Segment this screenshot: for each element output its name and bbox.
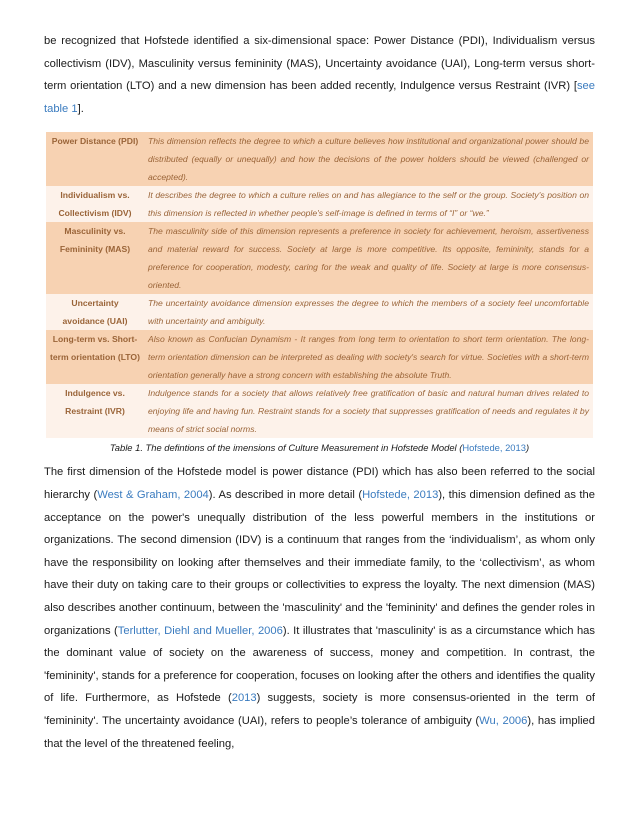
dimension-name: Long-term vs. Short-term orientation (LTO) — [46, 330, 144, 384]
table-row — [46, 384, 593, 438]
document-page — [44, 30, 595, 755]
caption-citation-link[interactable]: Hofstede, 2013 — [462, 442, 526, 454]
dimension-description: Also known as Confucian Dynamism - It ranges from long term to orientation to short term orientation. The long-term orientation dimension can be interpreted as dealing with society's search for virtue. Societies with a short-term orientation generally have a strong concern with establishing the absolute Truth. — [144, 330, 593, 384]
dimension-name: Individualism vs. Collectivism (IDV) — [46, 186, 144, 222]
table-caption: Table 1. The defintions of the imensions of Culture Measurement in Hofstede Model (Hofstede, 2013) — [109, 442, 530, 454]
table-row — [46, 330, 593, 384]
citation-link[interactable]: 2013 — [231, 692, 257, 705]
dimension-name: Masculinity vs. Femininity (MAS) — [46, 222, 144, 294]
dimension-description: The uncertainty avoidance dimension expresses the degree to which the members of a society feel uncomfortable with uncertainty and ambiguity. — [144, 294, 593, 330]
table-row — [46, 294, 593, 330]
table-row — [46, 222, 593, 294]
citation-link[interactable]: West & Graham, 2004 — [97, 488, 209, 501]
body-paragraph: The first dimension of the Hofstede model is power distance (PDI) which has also been referred to the social hierarchy (West & Graham, 2004). As described in more detail (Hofstede, 2013), this dimension defined as the acceptance on the power's unequally distribution of the less powerful members in the institutions or organizations. The second dimension (IDV) is a continuum that ranges from the ‘individualism’, as whom only have the responsibility on looking after themselves and their immediate family, to the ‘collectivism’, as whom have their duty on taking care to their groups or collectivities to express the loyalty. The next dimension (MAS) also describes another continuum, between the 'masculinity' and the 'femininity' and defines the gender roles in organizations (Terlutter, Diehl and Mueller, 2006). It illustrates that 'masculinity' is as a circumstance which has the dominant value of society on the awareness of success, money and competition. In contrast, the 'femininity', stands for a preference for cooperation, focuses on looking after the others and identifies the quality of life. Furthermore, as Hofstede (2013) suggests, society is more consensus-oriented in the term of 'femininity'. The uncertainty avoidance (UAI), refers to people’s tolerance of ambiguity (Wu, 2006), has implied that the level of the threatened feeling, — [44, 466, 596, 750]
dimension-description: This dimension reflects the degree to which a culture believes how institutional and organizational power should be distributed (equally or unequally) and how the decisions of the power holders should be viewed (challenged or accepted). — [144, 132, 593, 186]
dimension-name: Power Distance (PDI) — [46, 132, 144, 186]
hofstede-dimensions-table — [46, 132, 593, 438]
dimension-description: It describes the degree to which a culture relies on and has allegiance to the self or the group. Society's position on this dimension is reflected in whether people's self-image is defined in terms of “I” or “we.” — [144, 186, 593, 222]
citation-link[interactable]: Hofstede, 2013 — [362, 488, 439, 501]
table-reference-link[interactable]: see table 1 — [44, 80, 595, 115]
dimension-name: Indulgence vs. Restraint (IVR) — [46, 384, 144, 438]
table-row — [46, 132, 593, 186]
table-row — [46, 186, 593, 222]
dimension-description: The masculinity side of this dimension represents a preference in society for achievement, heroism, assertiveness and material reward for success. Society at large is more competitive. Its opposite, femininity, stands for a preference for cooperation, modesty, caring for the weak and quality of life. Society at large is more consensus-oriented. — [144, 222, 593, 294]
dimension-name: Uncertainty avoidance (UAI) — [46, 294, 144, 330]
intro-paragraph: be recognized that Hofstede identified a six-dimensional space: Power Distance (PDI), Individualism versus collectivism (IDV), Masculinity versus femininity (MAS), Uncertainty avoidance (UAI), Long-term versus short-term orientation (LTO) and a new dimension has been added recently, Indulgence versus Restraint (IVR) [see table 1]. — [44, 35, 595, 115]
citation-link[interactable]: Wu, 2006 — [479, 714, 528, 727]
citation-link[interactable]: Terlutter, Diehl and Mueller, 2006 — [117, 624, 283, 637]
dimension-description: Indulgence stands for a society that allows relatively free gratification of basic and natural human drives related to enjoying life and having fun. Restraint stands for a society that suppresses gratification of needs and regulates it by means of strict social norms. — [144, 384, 593, 438]
